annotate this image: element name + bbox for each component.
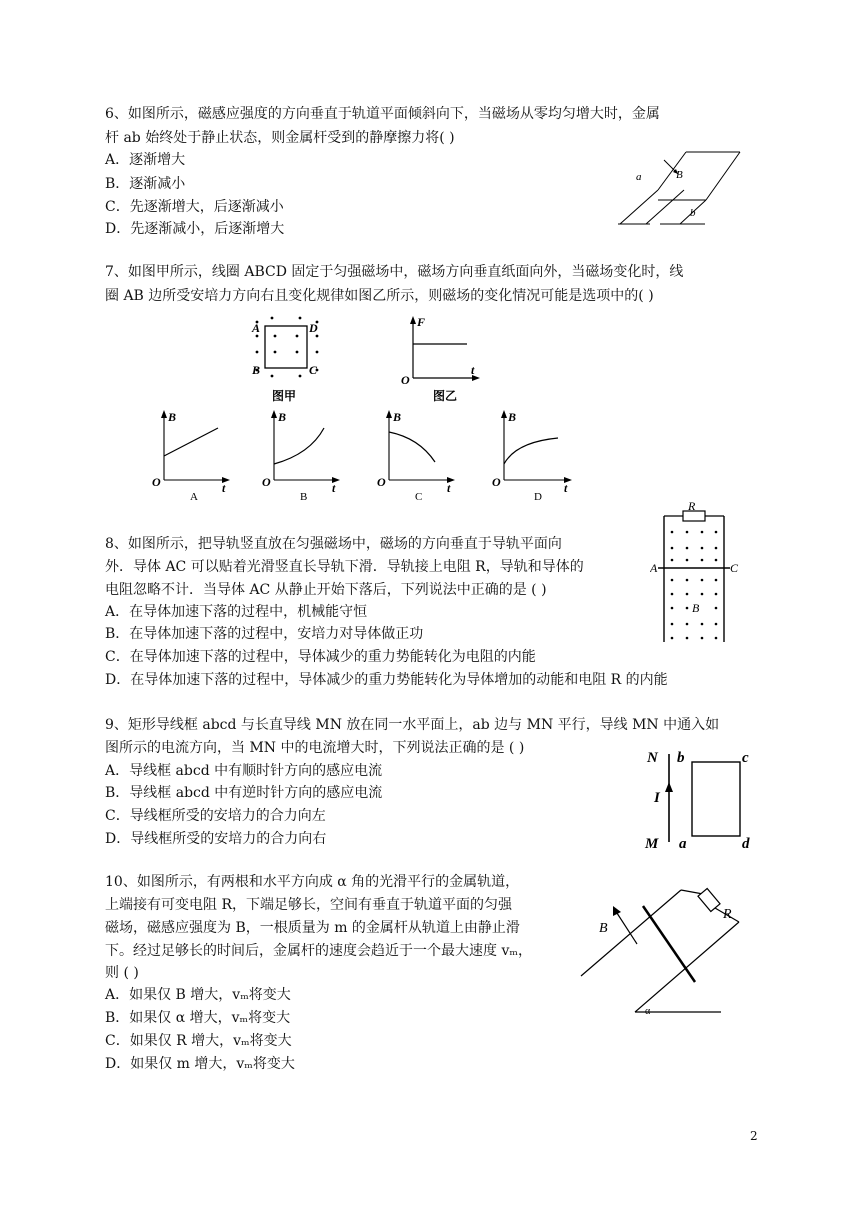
- q7-graph-d: [490, 408, 580, 503]
- q9-option-d: D．导线框所受的安培力的合力向右: [105, 831, 327, 847]
- q7-graph-c-caption: C: [415, 491, 423, 503]
- q6-stem-line2: 杆 ab 始终处于静止状态，则金属杆受到的静摩擦力将( ): [105, 130, 455, 146]
- q6-label-b: b: [690, 207, 696, 219]
- q8-option-c: C．在导体加速下落的过程中，导体减少的重力势能转化为电阻的内能: [105, 649, 536, 665]
- q7-jia-D: D: [309, 321, 318, 335]
- q6-figure: [610, 140, 745, 230]
- q10-label-R: R: [723, 907, 732, 922]
- q7-graph-c-B: B: [393, 410, 402, 424]
- page-number: 2: [750, 1129, 758, 1143]
- q7-yi-caption: 图乙: [433, 389, 458, 403]
- q8-label-C: C: [730, 561, 739, 575]
- q9-label-M: M: [645, 836, 659, 852]
- q9-option-a: A．导线框 abcd 中有顺时针方向的感应电流: [105, 763, 383, 779]
- q10-option-c: C．如果仅 R 增大，vₘ将变大: [105, 1033, 292, 1049]
- q8-stem-line1: 8、如图所示，把导轨竖直放在匀强磁场中，磁场的方向垂直于导轨平面向: [105, 536, 562, 552]
- q7-graph-d-caption: D: [534, 491, 542, 503]
- q10-label-B: B: [599, 921, 608, 936]
- q10-stem-line3: 磁场，磁感应强度为 B，一根质量为 m 的金属杆从轨道上由静止滑: [105, 920, 520, 936]
- q7-yi-O: O: [401, 373, 410, 387]
- q7-figure-jia: [245, 312, 335, 404]
- q10-option-b: B．如果仅 α 增大，vₘ将变大: [105, 1010, 291, 1026]
- q6-option-a: A．逐渐增大: [105, 152, 186, 168]
- q9-label-a: a: [679, 836, 687, 852]
- q7-graph-b-caption: B: [300, 491, 308, 503]
- q7-graph-b: [260, 408, 345, 503]
- q9-label-d: d: [742, 836, 750, 852]
- q10-option-a: A．如果仅 B 增大，vₘ将变大: [105, 987, 291, 1003]
- q10-stem-line4: 下。经过足够长的时间后，金属杆的速度会趋近于一个最大速度 vₘ，: [105, 943, 532, 959]
- q7-graph-c-O: O: [377, 475, 386, 489]
- q7-graph-b-O: O: [262, 475, 271, 489]
- q7-graph-b-t: t: [332, 481, 336, 495]
- q6-label-B: B: [676, 169, 683, 181]
- q6-label-a: a: [636, 171, 642, 183]
- q8-option-d: D．在导体加速下落的过程中，导体减少的重力势能转化为导体增加的动能和电阻 R 的内能: [105, 672, 668, 688]
- q9-stem-line2: 图所示的电流方向，当 MN 中的电流增大时，下列说法正确的是 ( ): [105, 740, 525, 756]
- q6-stem-line1: 6、如图所示，磁感应强度的方向垂直于轨道平面倾斜向下，当磁场从零均匀增大时，金属: [105, 106, 660, 122]
- q10-label-alpha: α: [645, 1006, 651, 1017]
- q8-stem-line2: 外．导体 AC 可以贴着光滑竖直长导轨下滑．导轨接上电阻 R，导轨和导体的: [105, 559, 584, 575]
- q10-stem-line5: 则 ( ): [105, 965, 139, 981]
- q10-option-d: D．如果仅 m 增大，vₘ将变大: [105, 1056, 295, 1072]
- q7-graph-d-O: O: [492, 475, 501, 489]
- q10-figure: [575, 882, 755, 1020]
- q7-graph-d-t: t: [564, 481, 568, 495]
- q7-jia-B: B: [252, 363, 261, 377]
- q10-stem-line1: 10、如图所示，有两根和水平方向成 α 角的光滑平行的金属轨道，: [105, 874, 520, 890]
- q9-figure: [640, 742, 770, 854]
- q10-stem-line2: 上端接有可变电阻 R，下端足够长，空间有垂直于轨道平面的匀强: [105, 897, 512, 913]
- q7-graph-c: [375, 408, 460, 503]
- q9-stem-line1: 9、矩形导线框 abcd 与长直导线 MN 放在同一水平面上，ab 边与 MN 平行，导线 MN 中通入如: [105, 717, 720, 733]
- q7-stem-line1: 7、如图甲所示，线圈 ABCD 固定于匀强磁场中，磁场方向垂直纸面向外，当磁场变化时，线: [105, 264, 684, 280]
- q8-option-b: B．在导体加速下落的过程中，安培力对导体做正功: [105, 626, 424, 642]
- q8-label-B: B: [692, 601, 700, 615]
- q6-option-d: D．先逐渐减小，后逐渐增大: [105, 221, 285, 237]
- q7-stem-line2: 圈 AB 边所受安培力方向右且变化规律如图乙所示，则磁场的变化情况可能是选项中的( ): [105, 288, 654, 304]
- q7-yi-F: F: [417, 315, 426, 329]
- q8-figure: [650, 500, 745, 645]
- q7-jia-A: A: [252, 321, 261, 335]
- q9-label-b: b: [677, 750, 685, 766]
- q6-option-b: B．逐渐减小: [105, 176, 186, 192]
- q6-option-c: C．先逐渐增大，后逐渐减小: [105, 199, 284, 215]
- q8-option-a: A．在导体加速下落的过程中，机械能守恒: [105, 604, 368, 620]
- q7-graph-a: [150, 408, 235, 503]
- q9-option-c: C．导线框所受的安培力的合力向左: [105, 808, 326, 824]
- q7-graph-a-t: t: [222, 481, 226, 495]
- q7-graph-d-B: B: [508, 410, 517, 424]
- q7-graph-a-O: O: [152, 475, 161, 489]
- q7-jia-C: C: [309, 363, 318, 377]
- q8-label-A: A: [650, 561, 658, 575]
- q7-graph-b-B: B: [278, 410, 287, 424]
- q7-graph-a-caption: A: [190, 491, 198, 503]
- q7-graph-c-t: t: [447, 481, 451, 495]
- q9-label-N: N: [647, 750, 658, 766]
- q7-figure-yi: [395, 312, 490, 404]
- q8-stem-line3: 电阻忽略不计．当导体 AC 从静止开始下落后，下列说法中正确的是 ( ): [105, 582, 547, 598]
- q7-graph-a-B: B: [168, 410, 177, 424]
- q9-label-I: I: [654, 790, 660, 806]
- q9-label-c: c: [742, 750, 749, 766]
- q8-label-R: R: [688, 500, 696, 513]
- q7-yi-t: t: [471, 363, 475, 377]
- q9-option-b: B．导线框 abcd 中有逆时针方向的感应电流: [105, 785, 383, 801]
- q7-jia-caption: 图甲: [272, 389, 297, 403]
